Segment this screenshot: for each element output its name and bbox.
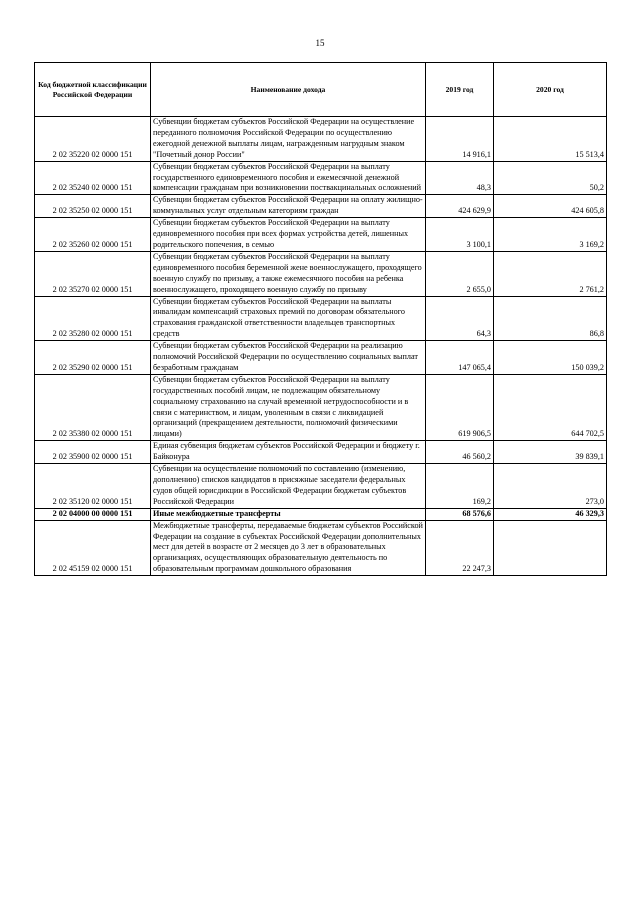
cell-2020: 39 839,1 — [494, 441, 607, 464]
table-row — [35, 441, 607, 464]
cell-2019: 3 100,1 — [426, 218, 494, 252]
cell-name: Межбюджетные трансферты, передаваемые бюджетам субъектов Российской Федерации на создание в субъектах Российской Федерации дополнительных мест для детей в возрасте от 2 месяцев до 3 лет в образовательных организациях, осуществляющих образовательную деятельность по образовательным программам дошкольного образования — [151, 520, 426, 576]
table-row — [35, 520, 607, 576]
table-row — [35, 296, 607, 341]
cell-2019: 46 560,2 — [426, 441, 494, 464]
cell-code: 2 02 35280 02 0000 151 — [35, 296, 151, 341]
cell-2019: 64,3 — [426, 296, 494, 341]
cell-code: 2 02 35260 02 0000 151 — [35, 218, 151, 252]
table-row — [35, 341, 607, 375]
cell-2020: 150 039,2 — [494, 341, 607, 375]
cell-name: Единая субвенция бюджетам субъектов Российской Федерации и бюджету г. Байконура — [151, 441, 426, 464]
table-row — [35, 161, 607, 195]
cell-2019: 169,2 — [426, 464, 494, 509]
cell-code: 2 02 35270 02 0000 151 — [35, 251, 151, 296]
table-row — [35, 508, 607, 520]
table-row — [35, 195, 607, 218]
table-body — [35, 117, 607, 576]
cell-2020: 644 702,5 — [494, 374, 607, 440]
cell-2020: 15 513,4 — [494, 117, 607, 162]
cell-name: Иные межбюджетные трансферты — [151, 508, 426, 520]
table-row — [35, 251, 607, 296]
cell-code: 2 02 35380 02 0000 151 — [35, 374, 151, 440]
cell-name: Субвенции бюджетам субъектов Российской Федерации на выплату единовременного пособия при всех формах устройства детей, лишенных родительского попечения, в семью — [151, 218, 426, 252]
table-row — [35, 464, 607, 509]
cell-code: 2 02 04000 00 0000 151 — [35, 508, 151, 520]
table-row — [35, 117, 607, 162]
cell-2020: 46 329,3 — [494, 508, 607, 520]
header-2019: 2019 год — [426, 63, 494, 117]
cell-name: Субвенции бюджетам субъектов Российской Федерации на выплату государственных пособий лицам, не подлежащим обязательному социальному страхованию на случай временной нетрудоспособности и в связи с материнством, и лицам, уволенным в связи с ликвидацией организаций (прекращением деятельности, полномочий физическими лицами) — [151, 374, 426, 440]
cell-2019: 68 576,6 — [426, 508, 494, 520]
cell-2019: 22 247,3 — [426, 520, 494, 576]
cell-name: Субвенции бюджетам субъектов Российской Федерации на реализацию полномочий Российской Федерации по осуществлению социальных выплат безработным гражданам — [151, 341, 426, 375]
table-row — [35, 374, 607, 440]
cell-2020: 273,0 — [494, 464, 607, 509]
cell-name: Субвенции бюджетам субъектов Российской Федерации на осуществление переданного полномочия Российской Федерации по осуществлению ежегодной денежной выплаты лицам, награжденным нагрудным знаком "Почетный донор России" — [151, 117, 426, 162]
table-header-row — [35, 63, 607, 117]
cell-2020: 50,2 — [494, 161, 607, 195]
table-row — [35, 218, 607, 252]
cell-2020: 2 761,2 — [494, 251, 607, 296]
cell-name: Субвенции на осуществление полномочий по составлению (изменению, дополнению) списков кандидатов в присяжные заседатели федеральных судов общей юрисдикции в Российской Федерации бюджетам субъектов Российской Федерации — [151, 464, 426, 509]
cell-name: Субвенции бюджетам субъектов Российской Федерации на выплаты инвалидам компенсаций страховых премий по договорам обязательного страхования гражданской ответственности владельцев транспортных средств — [151, 296, 426, 341]
page-number: 15 — [315, 38, 325, 48]
cell-2020: 86,8 — [494, 296, 607, 341]
cell-name: Субвенции бюджетам субъектов Российской Федерации на выплату единовременного пособия беременной жене военнослужащего, проходящего военную службу по призыву, а также ежемесячного пособия на ребенка военнослужащего, проходящего военную службу по призыву — [151, 251, 426, 296]
cell-2019: 424 629,9 — [426, 195, 494, 218]
cell-name: Субвенции бюджетам субъектов Российской Федерации на выплату государственного единовременного пособия и ежемесячной денежной компенсации гражданам при возникновении поствакцинальных осложнений — [151, 161, 426, 195]
cell-2020: 3 169,2 — [494, 218, 607, 252]
cell-2019: 147 065,4 — [426, 341, 494, 375]
cell-code: 2 02 35240 02 0000 151 — [35, 161, 151, 195]
cell-2019: 2 655,0 — [426, 251, 494, 296]
cell-2019: 48,3 — [426, 161, 494, 195]
cell-code: 2 02 35220 02 0000 151 — [35, 117, 151, 162]
cell-2020 — [494, 520, 607, 576]
cell-code: 2 02 45159 02 0000 151 — [35, 520, 151, 576]
header-code: Код бюджетной классификации Российской Федерации — [35, 63, 151, 117]
cell-2019: 14 916,1 — [426, 117, 494, 162]
budget-income-table — [34, 62, 607, 576]
cell-code: 2 02 35120 02 0000 151 — [35, 464, 151, 509]
cell-code: 2 02 35290 02 0000 151 — [35, 341, 151, 375]
cell-2020: 424 605,8 — [494, 195, 607, 218]
cell-code: 2 02 35250 02 0000 151 — [35, 195, 151, 218]
cell-name: Субвенции бюджетам субъектов Российской Федерации на оплату жилищно-коммунальных услуг отдельным категориям граждан — [151, 195, 426, 218]
cell-2019: 619 906,5 — [426, 374, 494, 440]
header-name: Наименование дохода — [151, 63, 426, 117]
cell-code: 2 02 35900 02 0000 151 — [35, 441, 151, 464]
header-2020: 2020 год — [494, 63, 607, 117]
